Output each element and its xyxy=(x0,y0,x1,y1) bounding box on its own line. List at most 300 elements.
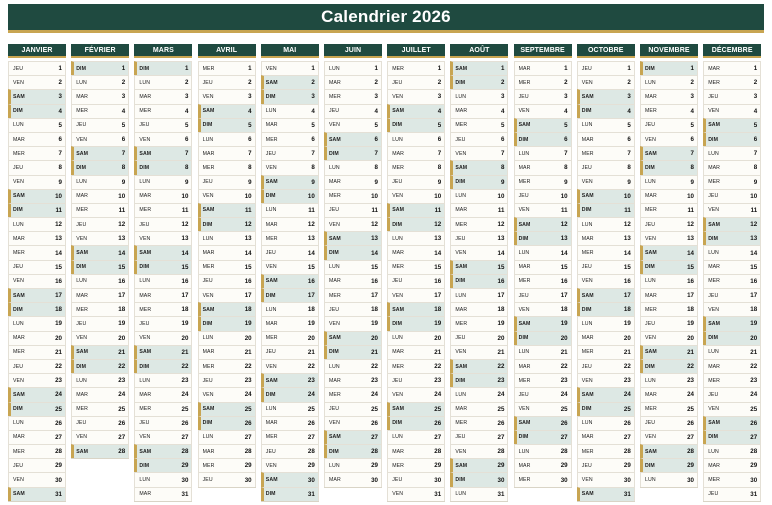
day-cell[interactable] xyxy=(640,302,698,316)
day-cell[interactable] xyxy=(71,61,129,75)
day-cell[interactable] xyxy=(514,472,572,486)
day-cell[interactable] xyxy=(514,189,572,203)
day-cell[interactable] xyxy=(8,416,66,430)
day-cell[interactable] xyxy=(198,316,256,330)
day-cell[interactable] xyxy=(8,132,66,146)
day-cell[interactable] xyxy=(703,160,761,174)
day-cell[interactable] xyxy=(387,331,445,345)
day-cell[interactable] xyxy=(577,260,635,274)
day-cell[interactable] xyxy=(324,402,382,416)
day-cell[interactable] xyxy=(198,387,256,401)
day-cell[interactable] xyxy=(387,231,445,245)
day-cell[interactable] xyxy=(71,345,129,359)
day-cell[interactable] xyxy=(387,75,445,89)
day-cell[interactable] xyxy=(71,260,129,274)
day-cell[interactable] xyxy=(703,245,761,259)
day-cell[interactable] xyxy=(8,189,66,203)
day-cell[interactable] xyxy=(8,345,66,359)
day-cell[interactable] xyxy=(198,245,256,259)
day-cell[interactable] xyxy=(134,217,192,231)
day-cell[interactable] xyxy=(324,245,382,259)
day-cell[interactable] xyxy=(8,444,66,458)
day-cell[interactable] xyxy=(387,146,445,160)
day-cell[interactable] xyxy=(8,75,66,89)
day-cell[interactable] xyxy=(198,146,256,160)
day-cell[interactable] xyxy=(134,231,192,245)
day-cell[interactable] xyxy=(134,203,192,217)
day-cell[interactable] xyxy=(8,203,66,217)
day-cell[interactable] xyxy=(261,75,319,89)
day-cell[interactable] xyxy=(703,203,761,217)
day-cell[interactable] xyxy=(703,132,761,146)
day-cell[interactable] xyxy=(8,430,66,444)
day-cell[interactable] xyxy=(134,146,192,160)
day-cell[interactable] xyxy=(261,260,319,274)
day-cell[interactable] xyxy=(577,302,635,316)
day-cell[interactable] xyxy=(514,146,572,160)
day-cell[interactable] xyxy=(198,331,256,345)
day-cell[interactable] xyxy=(640,458,698,472)
day-cell[interactable] xyxy=(514,288,572,302)
day-cell[interactable] xyxy=(640,245,698,259)
day-cell[interactable] xyxy=(640,430,698,444)
day-cell[interactable] xyxy=(640,288,698,302)
day-cell[interactable] xyxy=(514,104,572,118)
day-cell[interactable] xyxy=(387,373,445,387)
day-cell[interactable] xyxy=(514,416,572,430)
day-cell[interactable] xyxy=(450,345,508,359)
day-cell[interactable] xyxy=(324,260,382,274)
day-cell[interactable] xyxy=(703,274,761,288)
day-cell[interactable] xyxy=(640,402,698,416)
day-cell[interactable] xyxy=(198,444,256,458)
day-cell[interactable] xyxy=(514,160,572,174)
day-cell[interactable] xyxy=(514,331,572,345)
day-cell[interactable] xyxy=(198,274,256,288)
day-cell[interactable] xyxy=(640,444,698,458)
day-cell[interactable] xyxy=(577,316,635,330)
day-cell[interactable] xyxy=(577,274,635,288)
day-cell[interactable] xyxy=(324,331,382,345)
day-cell[interactable] xyxy=(387,444,445,458)
day-cell[interactable] xyxy=(134,175,192,189)
day-cell[interactable] xyxy=(71,288,129,302)
day-cell[interactable] xyxy=(134,245,192,259)
day-cell[interactable] xyxy=(450,274,508,288)
day-cell[interactable] xyxy=(324,104,382,118)
day-cell[interactable] xyxy=(640,89,698,103)
day-cell[interactable] xyxy=(640,132,698,146)
day-cell[interactable] xyxy=(198,359,256,373)
day-cell[interactable] xyxy=(640,75,698,89)
day-cell[interactable] xyxy=(8,331,66,345)
day-cell[interactable] xyxy=(387,203,445,217)
day-cell[interactable] xyxy=(71,132,129,146)
day-cell[interactable] xyxy=(577,89,635,103)
day-cell[interactable] xyxy=(8,231,66,245)
day-cell[interactable] xyxy=(134,316,192,330)
day-cell[interactable] xyxy=(198,160,256,174)
day-cell[interactable] xyxy=(198,203,256,217)
day-cell[interactable] xyxy=(387,416,445,430)
day-cell[interactable] xyxy=(324,217,382,231)
day-cell[interactable] xyxy=(703,387,761,401)
day-cell[interactable] xyxy=(703,260,761,274)
day-cell[interactable] xyxy=(8,373,66,387)
day-cell[interactable] xyxy=(577,104,635,118)
day-cell[interactable] xyxy=(134,458,192,472)
day-cell[interactable] xyxy=(387,274,445,288)
day-cell[interactable] xyxy=(134,89,192,103)
day-cell[interactable] xyxy=(387,430,445,444)
day-cell[interactable] xyxy=(450,444,508,458)
day-cell[interactable] xyxy=(640,387,698,401)
day-cell[interactable] xyxy=(640,217,698,231)
day-cell[interactable] xyxy=(71,302,129,316)
day-cell[interactable] xyxy=(71,175,129,189)
day-cell[interactable] xyxy=(387,118,445,132)
day-cell[interactable] xyxy=(387,175,445,189)
day-cell[interactable] xyxy=(324,316,382,330)
day-cell[interactable] xyxy=(387,458,445,472)
day-cell[interactable] xyxy=(577,245,635,259)
day-cell[interactable] xyxy=(261,416,319,430)
day-cell[interactable] xyxy=(450,245,508,259)
day-cell[interactable] xyxy=(450,217,508,231)
day-cell[interactable] xyxy=(8,245,66,259)
day-cell[interactable] xyxy=(71,231,129,245)
day-cell[interactable] xyxy=(387,61,445,75)
day-cell[interactable] xyxy=(514,231,572,245)
day-cell[interactable] xyxy=(134,61,192,75)
day-cell[interactable] xyxy=(577,387,635,401)
day-cell[interactable] xyxy=(8,359,66,373)
day-cell[interactable] xyxy=(577,402,635,416)
day-cell[interactable] xyxy=(577,132,635,146)
day-cell[interactable] xyxy=(261,373,319,387)
day-cell[interactable] xyxy=(514,245,572,259)
day-cell[interactable] xyxy=(261,472,319,486)
day-cell[interactable] xyxy=(703,416,761,430)
day-cell[interactable] xyxy=(324,430,382,444)
day-cell[interactable] xyxy=(8,175,66,189)
day-cell[interactable] xyxy=(261,430,319,444)
day-cell[interactable] xyxy=(324,458,382,472)
day-cell[interactable] xyxy=(134,132,192,146)
day-cell[interactable] xyxy=(450,359,508,373)
day-cell[interactable] xyxy=(640,373,698,387)
day-cell[interactable] xyxy=(198,175,256,189)
day-cell[interactable] xyxy=(640,104,698,118)
day-cell[interactable] xyxy=(450,416,508,430)
day-cell[interactable] xyxy=(577,472,635,486)
day-cell[interactable] xyxy=(324,175,382,189)
day-cell[interactable] xyxy=(450,146,508,160)
day-cell[interactable] xyxy=(703,89,761,103)
day-cell[interactable] xyxy=(387,89,445,103)
day-cell[interactable] xyxy=(640,231,698,245)
day-cell[interactable] xyxy=(450,203,508,217)
day-cell[interactable] xyxy=(577,61,635,75)
day-cell[interactable] xyxy=(387,260,445,274)
day-cell[interactable] xyxy=(577,75,635,89)
day-cell[interactable] xyxy=(324,89,382,103)
day-cell[interactable] xyxy=(198,231,256,245)
day-cell[interactable] xyxy=(8,288,66,302)
day-cell[interactable] xyxy=(514,260,572,274)
day-cell[interactable] xyxy=(387,217,445,231)
day-cell[interactable] xyxy=(703,316,761,330)
day-cell[interactable] xyxy=(324,160,382,174)
day-cell[interactable] xyxy=(8,472,66,486)
day-cell[interactable] xyxy=(640,160,698,174)
day-cell[interactable] xyxy=(514,402,572,416)
day-cell[interactable] xyxy=(514,175,572,189)
day-cell[interactable] xyxy=(261,104,319,118)
day-cell[interactable] xyxy=(134,160,192,174)
day-cell[interactable] xyxy=(71,189,129,203)
day-cell[interactable] xyxy=(514,430,572,444)
day-cell[interactable] xyxy=(640,61,698,75)
day-cell[interactable] xyxy=(324,288,382,302)
day-cell[interactable] xyxy=(514,217,572,231)
day-cell[interactable] xyxy=(450,61,508,75)
day-cell[interactable] xyxy=(324,231,382,245)
day-cell[interactable] xyxy=(387,288,445,302)
day-cell[interactable] xyxy=(450,189,508,203)
day-cell[interactable] xyxy=(387,189,445,203)
day-cell[interactable] xyxy=(703,302,761,316)
day-cell[interactable] xyxy=(514,132,572,146)
day-cell[interactable] xyxy=(71,359,129,373)
day-cell[interactable] xyxy=(71,274,129,288)
day-cell[interactable] xyxy=(261,402,319,416)
day-cell[interactable] xyxy=(640,118,698,132)
day-cell[interactable] xyxy=(134,402,192,416)
day-cell[interactable] xyxy=(71,89,129,103)
day-cell[interactable] xyxy=(198,260,256,274)
day-cell[interactable] xyxy=(577,416,635,430)
day-cell[interactable] xyxy=(261,387,319,401)
day-cell[interactable] xyxy=(450,402,508,416)
day-cell[interactable] xyxy=(640,316,698,330)
day-cell[interactable] xyxy=(134,359,192,373)
day-cell[interactable] xyxy=(450,75,508,89)
day-cell[interactable] xyxy=(8,487,66,501)
day-cell[interactable] xyxy=(134,444,192,458)
day-cell[interactable] xyxy=(577,118,635,132)
day-cell[interactable] xyxy=(514,302,572,316)
day-cell[interactable] xyxy=(324,359,382,373)
day-cell[interactable] xyxy=(8,89,66,103)
day-cell[interactable] xyxy=(71,245,129,259)
day-cell[interactable] xyxy=(703,402,761,416)
day-cell[interactable] xyxy=(261,132,319,146)
day-cell[interactable] xyxy=(450,104,508,118)
day-cell[interactable] xyxy=(71,430,129,444)
day-cell[interactable] xyxy=(450,302,508,316)
day-cell[interactable] xyxy=(198,132,256,146)
day-cell[interactable] xyxy=(261,231,319,245)
day-cell[interactable] xyxy=(387,245,445,259)
day-cell[interactable] xyxy=(577,458,635,472)
day-cell[interactable] xyxy=(324,373,382,387)
day-cell[interactable] xyxy=(71,160,129,174)
day-cell[interactable] xyxy=(8,458,66,472)
day-cell[interactable] xyxy=(577,359,635,373)
day-cell[interactable] xyxy=(703,217,761,231)
day-cell[interactable] xyxy=(134,345,192,359)
day-cell[interactable] xyxy=(198,217,256,231)
day-cell[interactable] xyxy=(577,430,635,444)
day-cell[interactable] xyxy=(71,444,129,458)
day-cell[interactable] xyxy=(71,146,129,160)
day-cell[interactable] xyxy=(450,458,508,472)
day-cell[interactable] xyxy=(198,402,256,416)
day-cell[interactable] xyxy=(703,331,761,345)
day-cell[interactable] xyxy=(71,402,129,416)
day-cell[interactable] xyxy=(640,416,698,430)
day-cell[interactable] xyxy=(198,104,256,118)
day-cell[interactable] xyxy=(198,373,256,387)
day-cell[interactable] xyxy=(450,487,508,501)
day-cell[interactable] xyxy=(71,104,129,118)
day-cell[interactable] xyxy=(134,104,192,118)
day-cell[interactable] xyxy=(324,472,382,486)
day-cell[interactable] xyxy=(514,274,572,288)
day-cell[interactable] xyxy=(261,274,319,288)
day-cell[interactable] xyxy=(514,203,572,217)
day-cell[interactable] xyxy=(134,302,192,316)
day-cell[interactable] xyxy=(450,331,508,345)
day-cell[interactable] xyxy=(703,288,761,302)
day-cell[interactable] xyxy=(134,472,192,486)
day-cell[interactable] xyxy=(8,316,66,330)
day-cell[interactable] xyxy=(640,331,698,345)
day-cell[interactable] xyxy=(514,316,572,330)
day-cell[interactable] xyxy=(134,331,192,345)
day-cell[interactable] xyxy=(134,260,192,274)
day-cell[interactable] xyxy=(387,472,445,486)
day-cell[interactable] xyxy=(703,231,761,245)
day-cell[interactable] xyxy=(387,316,445,330)
day-cell[interactable] xyxy=(703,430,761,444)
day-cell[interactable] xyxy=(514,444,572,458)
day-cell[interactable] xyxy=(261,316,319,330)
day-cell[interactable] xyxy=(514,118,572,132)
day-cell[interactable] xyxy=(387,487,445,501)
day-cell[interactable] xyxy=(324,302,382,316)
day-cell[interactable] xyxy=(261,118,319,132)
day-cell[interactable] xyxy=(261,302,319,316)
day-cell[interactable] xyxy=(8,302,66,316)
day-cell[interactable] xyxy=(324,444,382,458)
day-cell[interactable] xyxy=(387,345,445,359)
day-cell[interactable] xyxy=(703,359,761,373)
day-cell[interactable] xyxy=(514,387,572,401)
day-cell[interactable] xyxy=(577,288,635,302)
day-cell[interactable] xyxy=(134,416,192,430)
day-cell[interactable] xyxy=(71,75,129,89)
day-cell[interactable] xyxy=(577,160,635,174)
day-cell[interactable] xyxy=(8,61,66,75)
day-cell[interactable] xyxy=(198,75,256,89)
day-cell[interactable] xyxy=(198,288,256,302)
day-cell[interactable] xyxy=(134,373,192,387)
day-cell[interactable] xyxy=(324,189,382,203)
day-cell[interactable] xyxy=(8,387,66,401)
day-cell[interactable] xyxy=(577,175,635,189)
day-cell[interactable] xyxy=(450,387,508,401)
day-cell[interactable] xyxy=(450,260,508,274)
day-cell[interactable] xyxy=(134,274,192,288)
day-cell[interactable] xyxy=(450,288,508,302)
day-cell[interactable] xyxy=(71,118,129,132)
day-cell[interactable] xyxy=(71,217,129,231)
day-cell[interactable] xyxy=(640,175,698,189)
day-cell[interactable] xyxy=(640,359,698,373)
day-cell[interactable] xyxy=(198,430,256,444)
day-cell[interactable] xyxy=(198,472,256,486)
day-cell[interactable] xyxy=(8,146,66,160)
day-cell[interactable] xyxy=(703,345,761,359)
day-cell[interactable] xyxy=(514,75,572,89)
day-cell[interactable] xyxy=(324,387,382,401)
day-cell[interactable] xyxy=(640,146,698,160)
day-cell[interactable] xyxy=(71,373,129,387)
day-cell[interactable] xyxy=(387,132,445,146)
day-cell[interactable] xyxy=(8,260,66,274)
day-cell[interactable] xyxy=(198,189,256,203)
day-cell[interactable] xyxy=(514,373,572,387)
day-cell[interactable] xyxy=(450,430,508,444)
day-cell[interactable] xyxy=(324,132,382,146)
day-cell[interactable] xyxy=(134,118,192,132)
day-cell[interactable] xyxy=(450,316,508,330)
day-cell[interactable] xyxy=(198,118,256,132)
day-cell[interactable] xyxy=(703,75,761,89)
day-cell[interactable] xyxy=(387,359,445,373)
day-cell[interactable] xyxy=(450,160,508,174)
day-cell[interactable] xyxy=(8,402,66,416)
day-cell[interactable] xyxy=(703,373,761,387)
day-cell[interactable] xyxy=(577,146,635,160)
day-cell[interactable] xyxy=(198,61,256,75)
day-cell[interactable] xyxy=(703,146,761,160)
day-cell[interactable] xyxy=(324,416,382,430)
day-cell[interactable] xyxy=(703,444,761,458)
day-cell[interactable] xyxy=(324,203,382,217)
day-cell[interactable] xyxy=(71,416,129,430)
day-cell[interactable] xyxy=(8,274,66,288)
day-cell[interactable] xyxy=(514,345,572,359)
day-cell[interactable] xyxy=(640,472,698,486)
day-cell[interactable] xyxy=(261,458,319,472)
day-cell[interactable] xyxy=(134,288,192,302)
day-cell[interactable] xyxy=(198,302,256,316)
day-cell[interactable] xyxy=(324,75,382,89)
day-cell[interactable] xyxy=(450,472,508,486)
day-cell[interactable] xyxy=(198,345,256,359)
day-cell[interactable] xyxy=(8,104,66,118)
day-cell[interactable] xyxy=(703,175,761,189)
day-cell[interactable] xyxy=(514,61,572,75)
day-cell[interactable] xyxy=(703,472,761,486)
day-cell[interactable] xyxy=(134,387,192,401)
day-cell[interactable] xyxy=(703,189,761,203)
day-cell[interactable] xyxy=(387,402,445,416)
day-cell[interactable] xyxy=(703,104,761,118)
